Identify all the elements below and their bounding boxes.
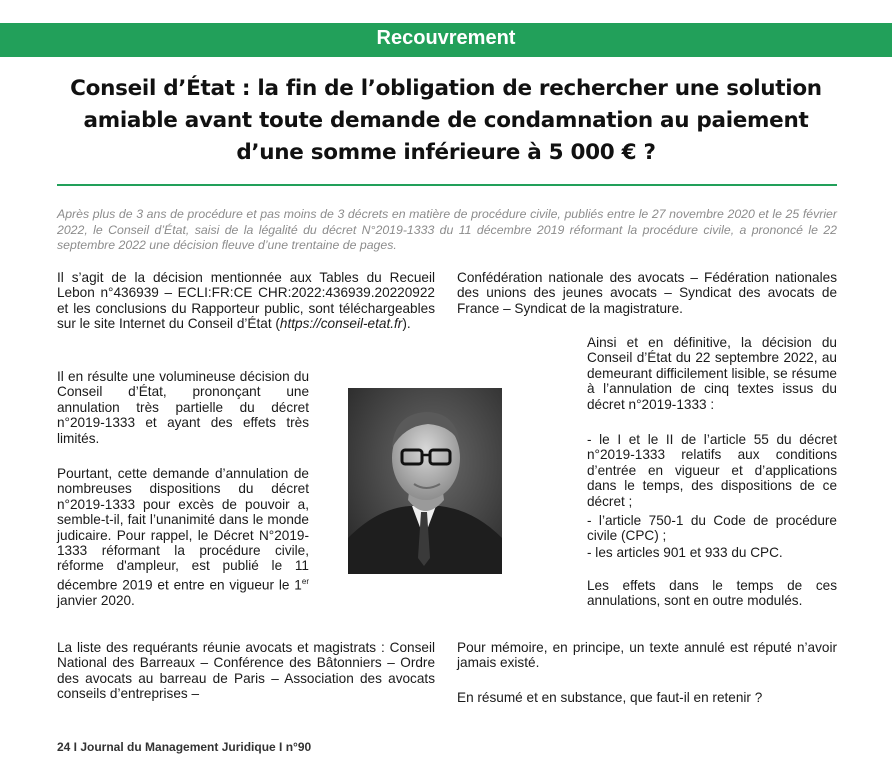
right-paragraph-4: - l’article 750-1 du Code de procédure civile (CPC) ;: [587, 513, 837, 544]
author-photo: [322, 372, 456, 558]
right-paragraph-5: - les articles 901 et 933 du CPC.: [587, 545, 783, 560]
conseil-etat-link[interactable]: https://conseil-etat.fr: [279, 316, 403, 332]
right-paragraph-1: Confédération nationale des avocats – Fédération nationales des unions des jeunes avocats – Syndicat des avocats de France – Syndicat de la magistrature.: [457, 270, 837, 316]
left-paragraph-3: Pourtant, cette demande d’annulation de nombreuses dispositions du décret n°2019-1333 pour excès de pouvoir a, semble-t-il, fait l’unanimité dans le monde judicaire. Pour rappel, le Décret N°2019-1333 réformant la procédure civile, réforme d'ampleur, est publié le 11 décembre 2019 et entre en vigueur le 1er janvier 2020.: [57, 466, 309, 608]
right-paragraph-2: Ainsi et en définitive, la décision du Conseil d’État du 22 septembre 2022, au demeurant difficilement lisible, se résume à l’annulation de cinq textes issus du décret n°2019-1333 :: [587, 335, 837, 412]
article-intro: Après plus de 3 ans de procédure et pas moins de 3 décrets en matière de procédure civile, publiés entre le 27 novembre 2020 et le 25 février 2022, le Conseil d’État, saisi de la légalité du décret N°2019-1333 du 11 décembre 2019 réformant la procédure civile, a prononcé le 22 septembre 2022 une décision fleuve d’une trentaine de pages.: [57, 207, 837, 252]
article-title: Conseil d’État : la fin de l’obligation de rechercher une solution amiable avant toute demande de condamnation au paiement d’une somme inférieure à 5 000 € ?: [70, 76, 822, 165]
right-paragraph-6: Les effets dans le temps de ces annulations, sont en outre modulés.: [587, 578, 837, 609]
left-paragraph-4: La liste des requérants réunie avocats et magistrats : Conseil National des Barreaux – Conférence des Bâtonniers – Ordre des avocats au barreau de Paris – Association des avocats conseils d’entreprises –: [57, 640, 435, 702]
page-footer: 24 I Journal du Management Juridique I n°90: [57, 740, 312, 754]
left-paragraph-2: Il en résulte une volumineuse décision du Conseil d’État, prononçant une annulation très partielle du décret n°2019-1333 et ayant des effets très limités.: [57, 369, 309, 446]
section-banner: [0, 23, 892, 57]
right-paragraph-8: En résumé et en substance, que faut-il en retenir ?: [457, 690, 763, 705]
section-label: Recouvrement: [376, 27, 516, 49]
portrait-image: [348, 388, 502, 574]
right-paragraph-7: Pour mémoire, en principe, un texte annulé est réputé n’avoir jamais existé.: [457, 640, 837, 671]
left-paragraph-1: Il s’agit de la décision mentionnée aux Tables du Recueil Lebon n°436939 – ECLI:FR:CE CHR:2022:436939.20220922 et les conclusions du Rapporteur public, sont téléchargeables sur le site Internet du Conseil d’État (https://conseil-etat.fr).: [57, 270, 435, 332]
right-paragraph-3: - le I et le II de l’article 55 du décret n°2019-1333 relatifs aux conditions d’entrée en vigueur et d’applications dans le temps, des dispositions de ce décret ;: [587, 432, 837, 509]
title-divider: [57, 184, 837, 186]
